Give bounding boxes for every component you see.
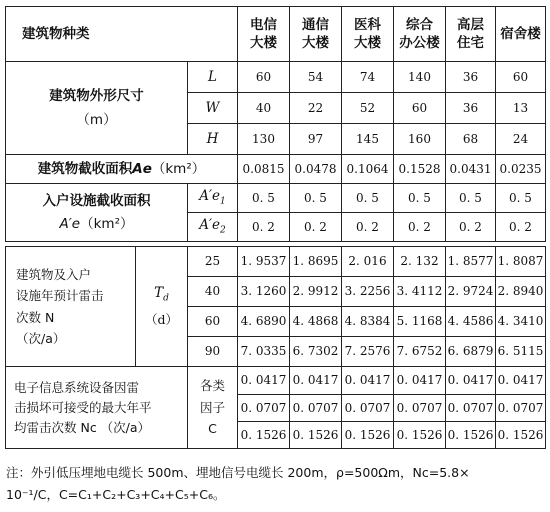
td-value: 25: [188, 247, 238, 277]
table-cell: 54: [290, 62, 342, 93]
table-cell: 52: [342, 93, 394, 124]
factor-label: 各类 因子 C: [188, 367, 238, 449]
table-cell: 0. 2: [446, 213, 496, 242]
table-cell: 6. 6879: [446, 337, 496, 367]
td-value: 90: [188, 337, 238, 367]
table-cell: 0.0431: [446, 155, 496, 184]
table-cell: 145: [342, 124, 394, 155]
table-cell: 0. 0707: [290, 395, 342, 422]
table-cell: 40: [238, 93, 290, 124]
column-header: 宿舍楼: [496, 7, 546, 62]
table-cell: 60: [238, 62, 290, 93]
table-cell: 4. 3410: [496, 307, 546, 337]
table-cell: 36: [446, 62, 496, 93]
table-cell: 4. 4586: [446, 307, 496, 337]
dim-row-l: [6, 62, 546, 93]
building-parameters-table: [5, 6, 546, 242]
table-cell: 0. 0417: [238, 367, 290, 395]
header-label: 建筑物种类: [6, 7, 238, 62]
entry-area-label: 入户设施截收面积 A′e（km²）: [6, 184, 188, 242]
dim-symbol: W: [188, 93, 238, 124]
table-cell: 0. 1526: [446, 422, 496, 449]
table-cell: 13: [496, 93, 546, 124]
table-cell: 1. 8695: [290, 247, 342, 277]
table-cell: 0. 2: [342, 213, 394, 242]
ae-label: 建筑物截收面积Ae（km²）: [6, 155, 238, 184]
entry-symbol: $A'e_1$: [188, 184, 238, 213]
table-cell: 1. 8087: [496, 247, 546, 277]
table-cell: 0. 0417: [446, 367, 496, 395]
table-cell: 0.0235: [496, 155, 546, 184]
table-cell: 1. 8577: [446, 247, 496, 277]
table-cell: 0. 0707: [394, 395, 446, 422]
table-cell: 0.1064: [342, 155, 394, 184]
table-cell: 7. 0335: [238, 337, 290, 367]
table-cell: 0. 0707: [238, 395, 290, 422]
table-cell: 0. 5: [290, 184, 342, 213]
table-cell: 7. 6752: [394, 337, 446, 367]
table-cell: 36: [446, 93, 496, 124]
table-cell: 4. 8384: [342, 307, 394, 337]
table-cell: 0. 0707: [342, 395, 394, 422]
td-value: 60: [188, 307, 238, 337]
table-cell: 74: [342, 62, 394, 93]
nc-label: 电子信息系统设备因雷 击损坏可接受的最大年平 均雷击次数 Nc （次/a）: [6, 367, 188, 449]
column-header: 通信 大楼: [290, 7, 342, 62]
table-cell: 0. 0417: [394, 367, 446, 395]
table-cell: 60: [496, 62, 546, 93]
table-cell: 130: [238, 124, 290, 155]
table-cell: 97: [290, 124, 342, 155]
table-cell: 4. 4868: [290, 307, 342, 337]
table-cell: 0. 0417: [290, 367, 342, 395]
table-cell: 0. 0707: [496, 395, 546, 422]
dim-symbol: L: [188, 62, 238, 93]
table-cell: 140: [394, 62, 446, 93]
table-cell: 0. 5: [238, 184, 290, 213]
table-cell: 0.0478: [290, 155, 342, 184]
table-cell: 0. 1526: [238, 422, 290, 449]
footnote-line-2: 10⁻¹/C，C=C₁+C₂+C₃+C₄+C₅+C₆。: [6, 486, 226, 502]
footnote: [6, 462, 544, 506]
table-cell: 5. 1168: [394, 307, 446, 337]
table-cell: 0. 5: [496, 184, 546, 213]
td-value: 40: [188, 277, 238, 307]
table-cell: 0. 2: [238, 213, 290, 242]
column-header: 综合 办公楼: [394, 7, 446, 62]
ae-row: [6, 155, 546, 184]
table-cell: 60: [394, 93, 446, 124]
table-cell: 0. 0417: [496, 367, 546, 395]
column-header: 医科 大楼: [342, 7, 394, 62]
table-cell: 22: [290, 93, 342, 124]
table-cell: 68: [446, 124, 496, 155]
table-cell: 0. 5: [342, 184, 394, 213]
table-cell: 160: [394, 124, 446, 155]
entry-symbol: $A'e_2$: [188, 213, 238, 242]
table-cell: 6. 5115: [496, 337, 546, 367]
table-cell: 2. 9912: [290, 277, 342, 307]
table-cell: 0. 5: [446, 184, 496, 213]
header-row: [6, 7, 546, 62]
table-cell: 0. 0707: [446, 395, 496, 422]
table-cell: 6. 7302: [290, 337, 342, 367]
table-cell: 0. 1526: [342, 422, 394, 449]
table-cell: 7. 2576: [342, 337, 394, 367]
table-cell: 0. 2: [290, 213, 342, 242]
table-cell: 2. 8940: [496, 277, 546, 307]
table-cell: 0.0815: [238, 155, 290, 184]
lightning-strike-table: [5, 246, 546, 449]
table-cell: 4. 6890: [238, 307, 290, 337]
table-cell: 2. 9724: [446, 277, 496, 307]
entry-row-1: [6, 184, 546, 213]
table-cell: 3. 2256: [342, 277, 394, 307]
table-cell: 0. 0417: [342, 367, 394, 395]
dimensions-label: 建筑物外形尺寸 （m）: [6, 62, 188, 155]
footnote-line-1: 注：外引低压埋地电缆长 500m、埋地信号电缆长 200m，ρ=500Ωm，Nc=5.8×: [6, 465, 470, 480]
table-cell: 0. 2: [394, 213, 446, 242]
table-cell: 0.1528: [394, 155, 446, 184]
dim-symbol: H: [188, 124, 238, 155]
nc-row-1: [6, 367, 546, 395]
strike-count-label: 建筑物及入户 设施年预计雷击 次数 N （次/a）: [6, 247, 136, 367]
table-cell: 0. 5: [394, 184, 446, 213]
strike-row-1: [6, 247, 546, 277]
column-header: 高层 住宅: [446, 7, 496, 62]
table-cell: 0. 1526: [394, 422, 446, 449]
table-cell: 2. 132: [394, 247, 446, 277]
table-cell: 1. 9537: [238, 247, 290, 277]
column-header: 电信 大楼: [238, 7, 290, 62]
td-label: $T_d$ （d）: [136, 247, 188, 367]
table-cell: 0. 1526: [496, 422, 546, 449]
table-cell: 3. 4112: [394, 277, 446, 307]
table-cell: 2. 016: [342, 247, 394, 277]
table-cell: 24: [496, 124, 546, 155]
table-cell: 0. 1526: [290, 422, 342, 449]
table-cell: 0. 2: [496, 213, 546, 242]
table-cell: 3. 1260: [238, 277, 290, 307]
